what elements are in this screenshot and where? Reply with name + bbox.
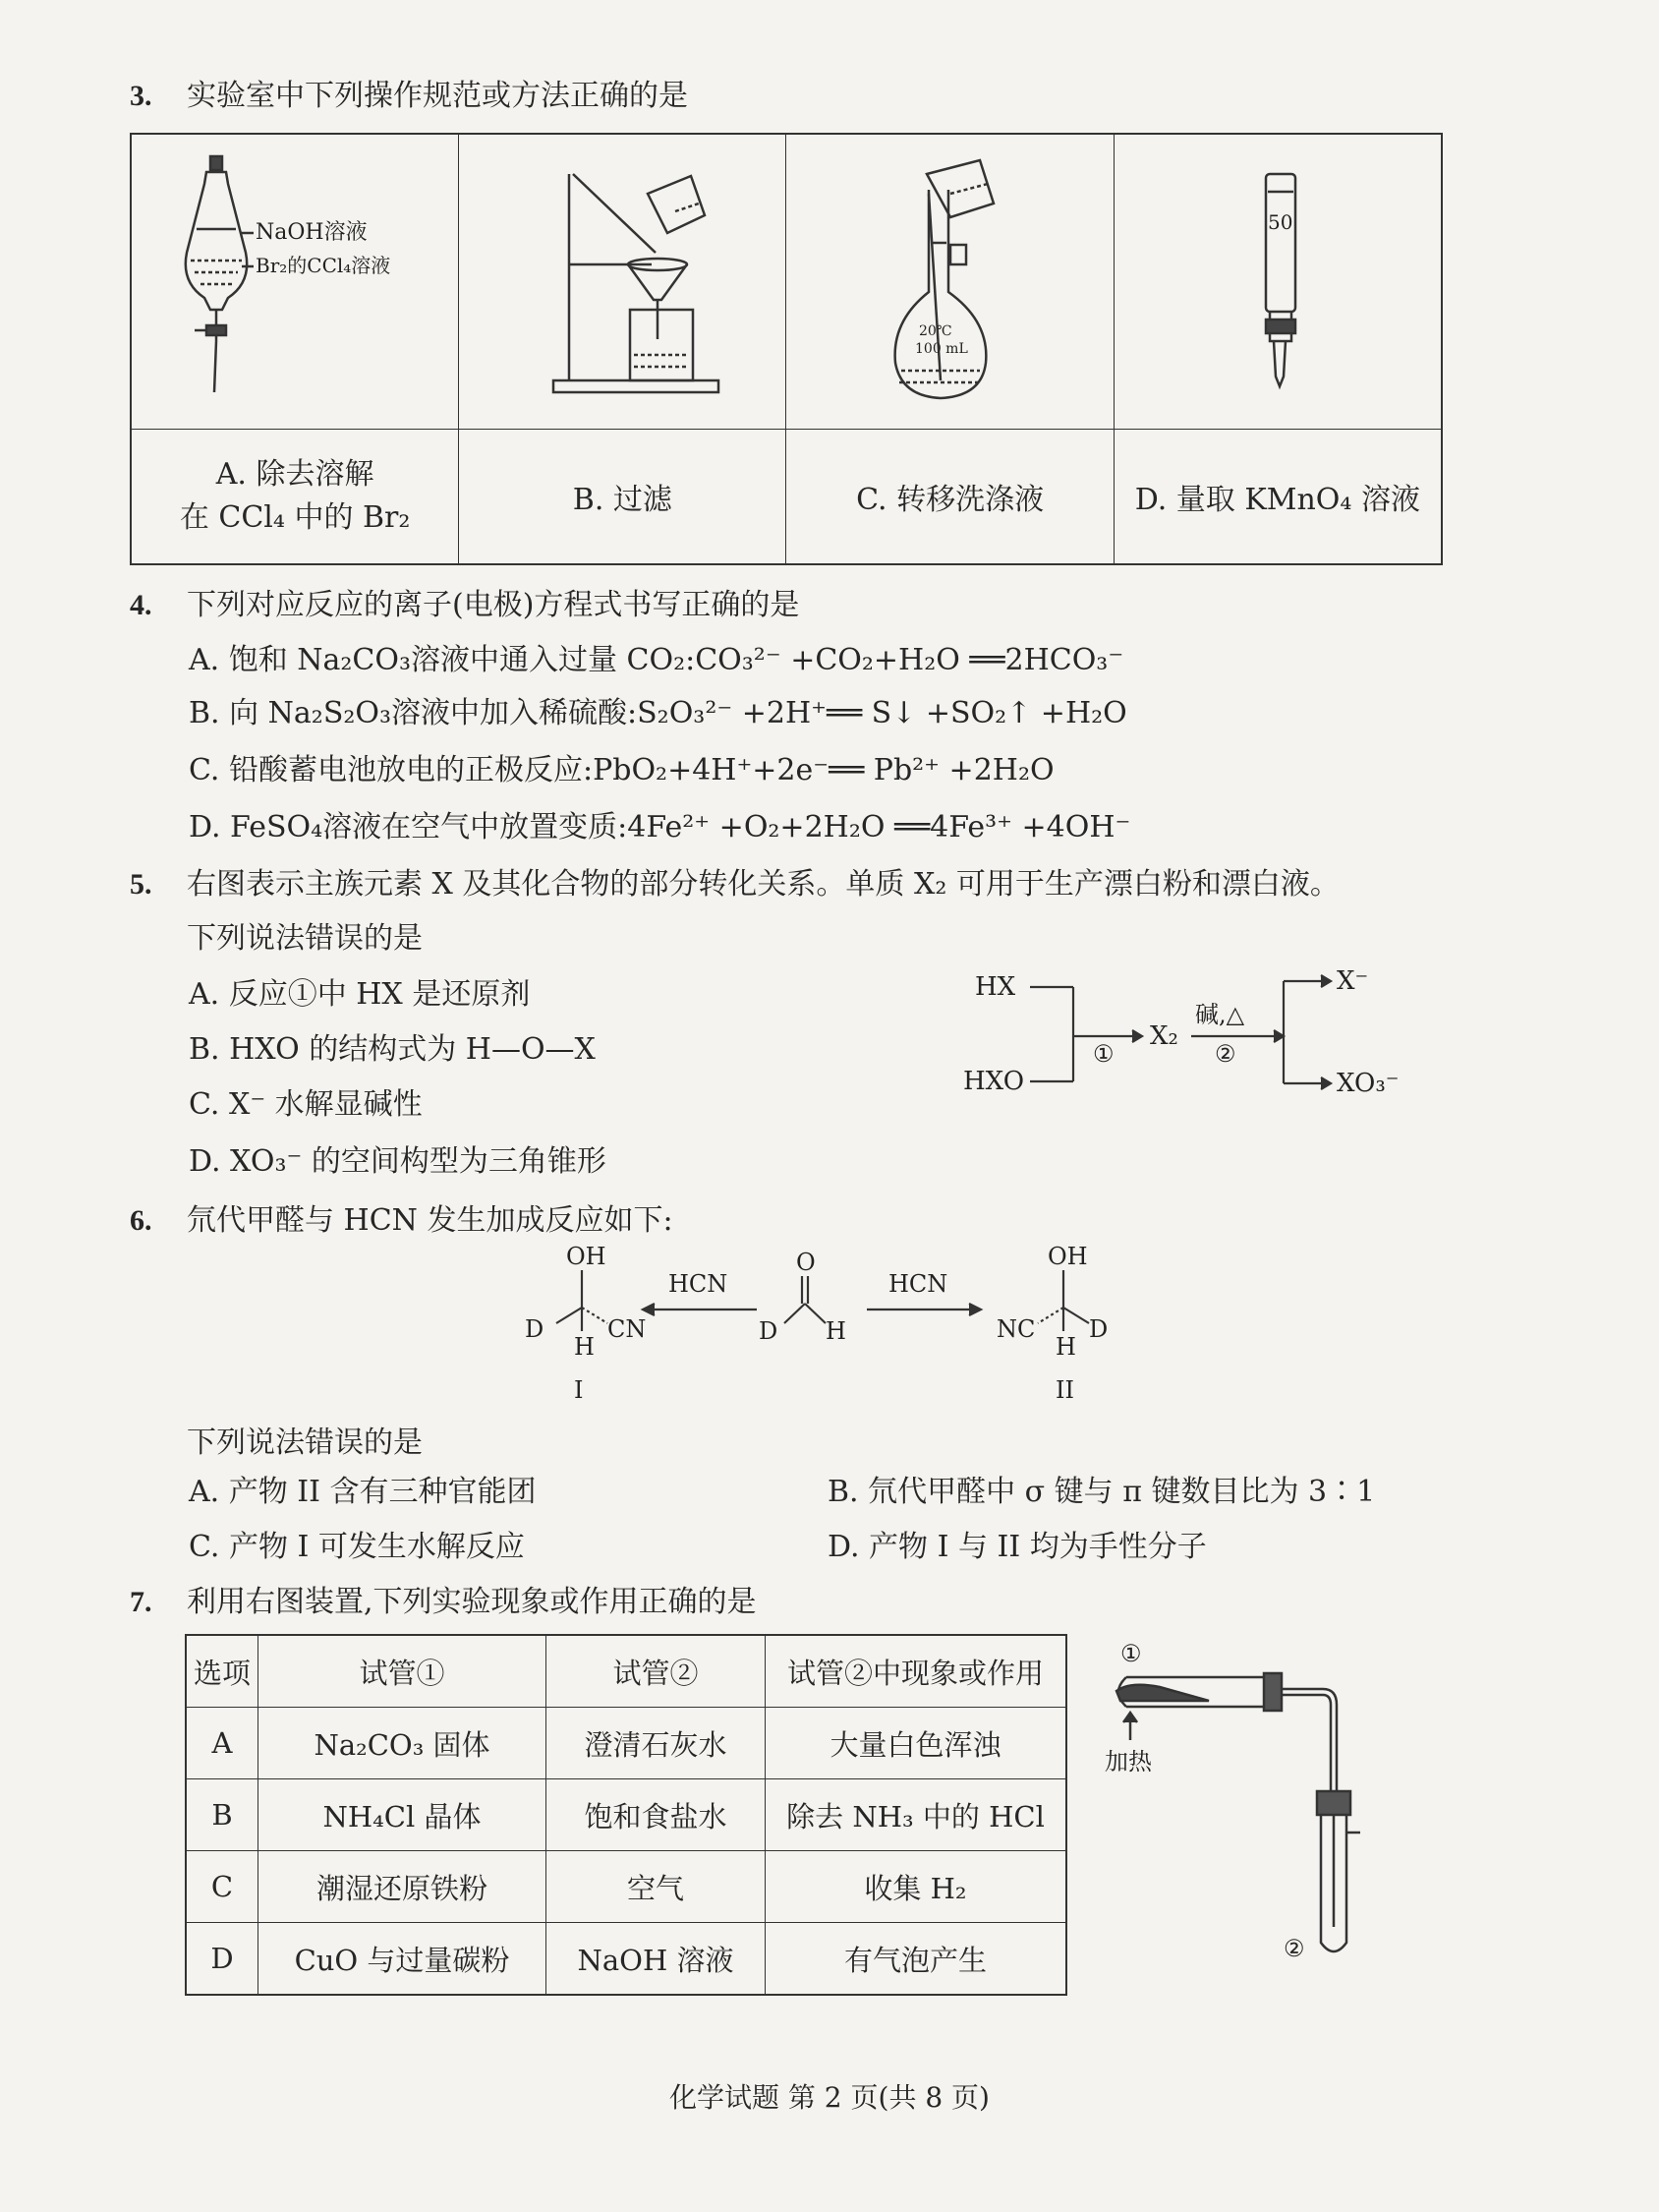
q6-option-c: C. 产物 I 可发生水解反应 <box>189 1530 525 1564</box>
q6-stem <box>130 1201 673 1241</box>
q5-diagram-prod1: X⁻ <box>1337 966 1369 996</box>
q6-number: 6. <box>130 1204 152 1237</box>
q7-header-phenomenon: 试管②中现象或作用 <box>766 1635 1067 1708</box>
q3-option-a-line1: A. 除去溶解 <box>215 456 374 492</box>
q7-row-c-tube1: 潮湿还原铁粉 <box>258 1851 546 1923</box>
page-footer: 化学试题 第 2 页(共 8 页) <box>669 2081 990 2114</box>
q6-stem-text: 氘代甲醛与 HCN 发生加成反应如下: <box>187 1203 673 1238</box>
q5-option-d: D. XO₃⁻ 的空间构型为三角锥形 <box>189 1144 606 1179</box>
q6-label-i: I <box>574 1376 584 1404</box>
q4-option-c: C. 铅酸蓄电池放电的正极反应:PbO₂+4H⁺+2e⁻══ Pb²⁺ +2H₂O <box>189 753 1055 787</box>
q7-apparatus-heat: 加热 <box>1105 1748 1152 1775</box>
q6-i-oh: OH <box>566 1243 606 1270</box>
q5-diagram-hxo: HXO <box>963 1067 1025 1096</box>
q3-option-b: B. 过滤 <box>459 429 786 564</box>
q5-diagram-hx: HX <box>975 972 1016 1002</box>
q5-option-c: C. X⁻ 水解显碱性 <box>189 1087 423 1122</box>
q3-figd-mark: 50 <box>1267 210 1293 235</box>
table-row <box>186 1851 1066 1923</box>
q5-sub-stem: 下列说法错误的是 <box>187 921 423 956</box>
q6-i-d: D <box>525 1315 544 1343</box>
q6-label-ii: II <box>1056 1376 1074 1404</box>
table-header-row <box>186 1635 1066 1708</box>
q7-row-b-result: 除去 NH₃ 中的 HCl <box>766 1779 1067 1851</box>
q7-row-b-option: B <box>186 1779 258 1851</box>
q5-option-b: B. HXO 的结构式为 H—O—X <box>189 1032 596 1067</box>
q3-stem-text: 实验室中下列操作规范或方法正确的是 <box>187 79 688 113</box>
q3-figc-vol: 100 mL <box>914 341 968 358</box>
q7-number: 7. <box>130 1586 152 1618</box>
q6-ald-h: H <box>826 1317 846 1345</box>
q7-header-option: 选项 <box>186 1635 258 1708</box>
q5-stem-text: 右图表示主族元素 X 及其化合物的部分转化关系。单质 X₂ 可用于生产漂白粉和漂白液。 <box>187 867 1340 902</box>
q6-ii-d: D <box>1089 1315 1109 1343</box>
filtration-apparatus-icon <box>465 135 779 420</box>
table-row <box>186 1779 1066 1851</box>
q5-diagram-step2: ② <box>1215 1040 1236 1068</box>
q3-fig-d <box>1114 134 1442 429</box>
q7-row-a-option: A <box>186 1708 258 1779</box>
q7-apparatus-tube2: ② <box>1284 1935 1305 1962</box>
q7-table <box>185 1634 1067 1996</box>
q5-conversion-diagram <box>963 954 1425 1111</box>
q6-ald-d: D <box>759 1317 778 1345</box>
q3-figa-label-bottom: Br₂的CCl₄溶液 <box>256 254 391 278</box>
q3-stem <box>130 77 688 116</box>
q7-apparatus-tube1: ① <box>1120 1640 1142 1667</box>
q7-row-a-tube2: 澄清石灰水 <box>546 1708 766 1779</box>
q7-row-a-result: 大量白色浑浊 <box>766 1708 1067 1779</box>
q5-diagram-step1: ① <box>1093 1040 1115 1068</box>
q3-option-a <box>131 429 459 564</box>
table-row <box>186 1708 1066 1779</box>
separatory-funnel-icon <box>138 135 452 420</box>
q4-stem-text: 下列对应反应的离子(电极)方程式书写正确的是 <box>187 588 800 622</box>
q4-option-b: B. 向 Na₂S₂O₃溶液中加入稀硫酸:S₂O₃²⁻ +2H⁺══ S↓ +SO₂↑ +H₂O <box>189 696 1127 730</box>
q7-row-d-result: 有气泡产生 <box>766 1923 1067 1996</box>
q4-stem <box>130 586 799 625</box>
q6-option-a: A. 产物 II 含有三种官能团 <box>189 1475 537 1509</box>
q3-figc-temp: 20℃ <box>918 323 952 340</box>
q6-reaction-scheme <box>511 1241 1120 1408</box>
q7-apparatus <box>1091 1632 1405 1976</box>
q6-option-b: B. 氘代甲醛中 σ 键与 π 键数目比为 3∶1 <box>828 1475 1376 1509</box>
q7-row-b-tube1: NH₄Cl 晶体 <box>258 1779 546 1851</box>
q6-ii-h: H <box>1056 1333 1076 1361</box>
q3-number: 3. <box>130 80 152 112</box>
q7-row-a-tube1: Na₂CO₃ 固体 <box>258 1708 546 1779</box>
q5-diagram-prod2: XO₃⁻ <box>1337 1069 1400 1098</box>
q7-row-c-result: 收集 H₂ <box>766 1851 1067 1923</box>
q6-hcn-right: HCN <box>888 1270 948 1298</box>
q7-header-tube2: 试管② <box>546 1635 766 1708</box>
q6-option-d: D. 产物 I 与 II 均为手性分子 <box>828 1530 1207 1564</box>
volumetric-flask-icon <box>793 135 1108 420</box>
q3-fig-c <box>786 134 1114 429</box>
q6-i-h: H <box>574 1333 595 1361</box>
q6-hcn-left: HCN <box>668 1270 728 1298</box>
q7-stem <box>130 1583 757 1622</box>
q6-ald-o: O <box>796 1249 816 1276</box>
q5-diagram-x2: X₂ <box>1150 1021 1178 1051</box>
q6-ii-oh: OH <box>1048 1243 1088 1270</box>
q7-row-d-option: D <box>186 1923 258 1996</box>
q5-stem <box>130 865 1340 904</box>
q4-option-a: A. 饱和 Na₂CO₃溶液中通入过量 CO₂:CO₃²⁻ +CO₂+H₂O ══2HCO₃⁻ <box>189 643 1124 677</box>
q3-option-a-line2: 在 CCl₄ 中的 Br₂ <box>179 499 411 535</box>
q7-row-b-tube2: 饱和食盐水 <box>546 1779 766 1851</box>
q7-header-tube1: 试管① <box>258 1635 546 1708</box>
table-row <box>186 1923 1066 1996</box>
q7-row-d-tube2: NaOH 溶液 <box>546 1923 766 1996</box>
q3-fig-b <box>459 134 786 429</box>
q6-ii-nc: NC <box>997 1315 1036 1343</box>
q3-option-c: C. 转移洗涤液 <box>786 429 1114 564</box>
q5-number: 5. <box>130 868 152 901</box>
q7-row-c-tube2: 空气 <box>546 1851 766 1923</box>
q6-sub-stem: 下列说法错误的是 <box>187 1426 423 1460</box>
q4-option-d: D. FeSO₄溶液在空气中放置变质:4Fe²⁺ +O₂+2H₂O ══4Fe³⁺ +4OH⁻ <box>189 810 1131 844</box>
q3-figure-table <box>130 133 1443 565</box>
q7-stem-text: 利用右图装置,下列实验现象或作用正确的是 <box>187 1585 757 1619</box>
q3-figa-label-top: NaOH溶液 <box>256 220 368 246</box>
q3-option-d: D. 量取 KMnO₄ 溶液 <box>1114 429 1442 564</box>
q7-row-c-option: C <box>186 1851 258 1923</box>
q5-diagram-cond: 碱,△ <box>1195 1001 1245 1028</box>
q6-i-cn: CN <box>607 1315 647 1343</box>
q3-fig-a <box>131 134 459 429</box>
burette-icon <box>1120 135 1435 420</box>
q7-row-d-tube1: CuO 与过量碳粉 <box>258 1923 546 1996</box>
q5-option-a: A. 反应①中 HX 是还原剂 <box>189 977 531 1012</box>
q4-number: 4. <box>130 589 152 621</box>
